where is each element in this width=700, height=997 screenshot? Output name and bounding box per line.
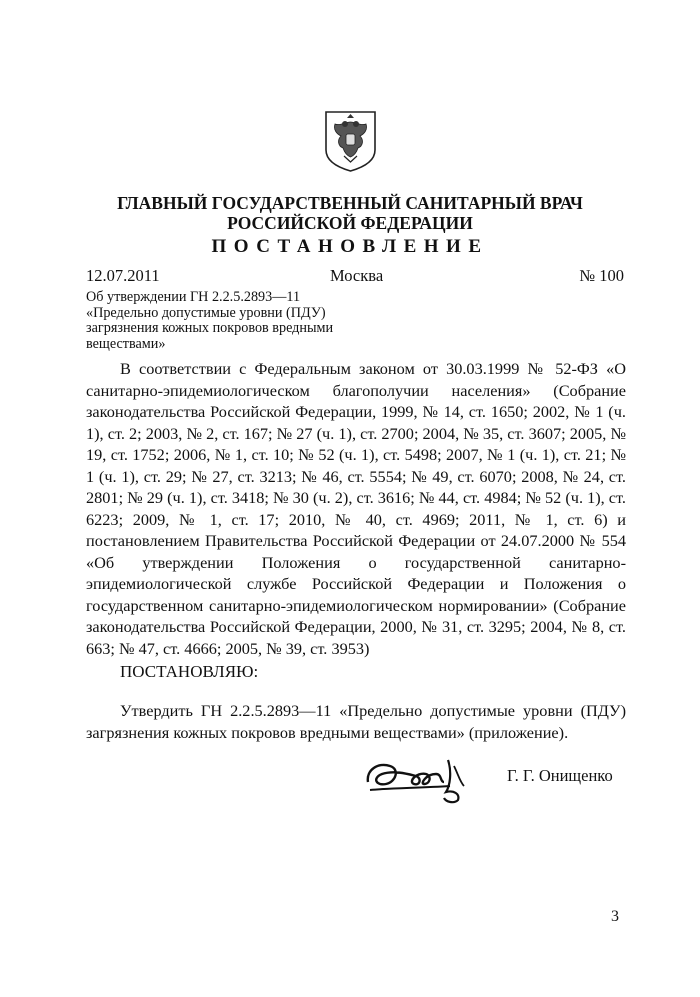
subject-line: веществами» <box>86 335 166 352</box>
document-date: 12.07.2011 <box>86 266 160 285</box>
coat-of-arms-icon <box>323 110 378 173</box>
page-number: 3 <box>611 908 619 925</box>
signer-name: Г. Г. Онищенко <box>507 766 613 785</box>
resolution-paragraph: Утвердить ГН 2.2.5.2893—11 «Предельно допустимые уровни (ПДУ) загрязнения кожных покровов вредными веществами» (приложение). <box>86 701 626 742</box>
subject-line: загрязнения кожных покровов вредными <box>86 320 334 336</box>
document-type-heading: ПОСТАНОВЛЕНИЕ <box>211 236 489 257</box>
document-number: № 100 <box>579 266 624 285</box>
preamble-paragraph: В соответствии с Федеральным законом от 30.03.1999 № 52-ФЗ «О санитарно-эпидемиологическом благополучии населения» (Собрание законодательства Российской Федерации, 1999, № 14, ст. 1650; 2002, № 1 (ч. 1), ст. 2; 2003, № 2, ст. 167; № 27 (ч. 1), ст. 2700; 2004, № 35, ст. 3607; 2005, № 19, ст. 1752; 2006, № 1, ст. 10; № 52 (ч. 1), ст. 5498; 2007, № 1 (ч. 1), ст. 21; № 1 (ч. 1), ст. 29; № 27, ст. 3213; № 46, ст. 5554; № 49, ст. 6070; 2008, № 24, ст. 2801; № 29 (ч. 1), ст. 3418; № 30 (ч. 2), ст. 3616; № 44, ст. 4984; № 52 (ч. 1), ст. 6223; 2009, № 1, ст. 17; 2010, № 40, ст. 4969; 2011, № 1, ст. 6) и постановлением Правительства Российской Федерации от 24.07.2000 № 554 «Об утверждении Положения о государственной санитарно-эпидемиологической службе Российской Федерации и Положения о государственном санитарно-эпидемиологическом нормировании» (Собрание законодательства Российской Федерации, 2000, № 31, ст. 3295; 2004, № 8, ст. 663; № 47, ст. 4666; 2005, № 39, ст. 3953) <box>86 359 626 658</box>
subject-line: «Предельно допустимые уровни (ПДУ) <box>86 304 326 321</box>
issuer-line-2: РОССИЙСКОЙ ФЕДЕРАЦИИ <box>227 213 473 233</box>
handwritten-signature-icon <box>360 752 480 804</box>
document-subject <box>86 290 396 352</box>
issuer-line-1: ГЛАВНЫЙ ГОСУДАРСТВЕННЫЙ САНИТАРНЫЙ ВРАЧ <box>117 193 583 213</box>
resolve-heading: ПОСТАНОВЛЯЮ: <box>120 662 259 681</box>
document-city: Москва <box>330 266 384 285</box>
subject-line: Об утверждении ГН 2.2.5.2893—11 <box>86 289 301 305</box>
